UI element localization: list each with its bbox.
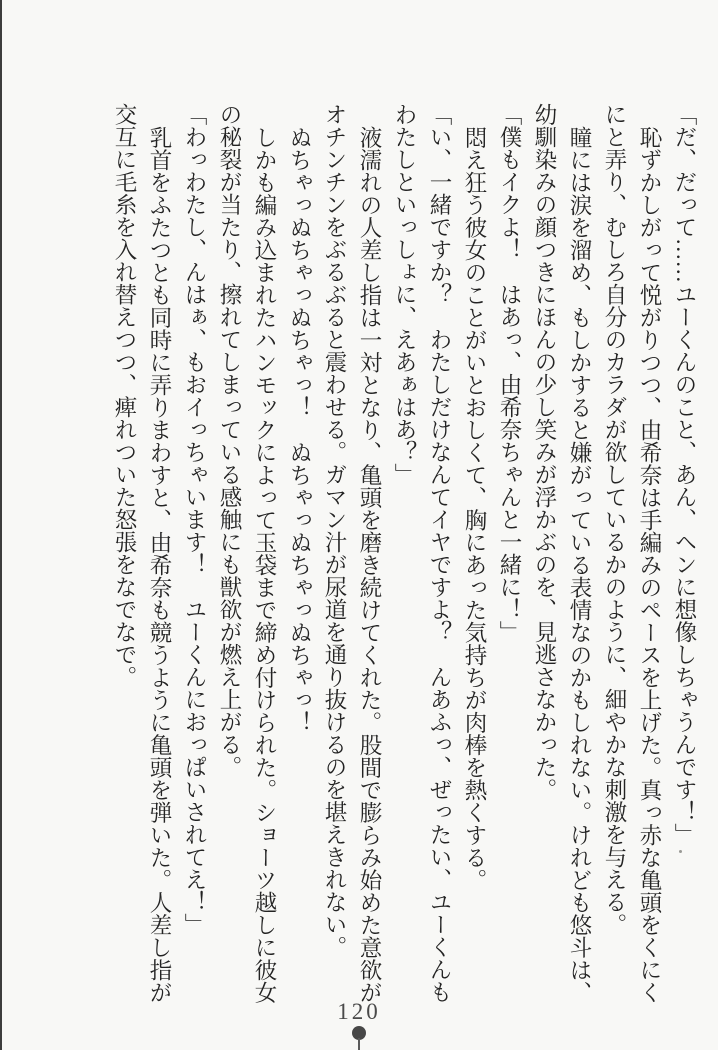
page-edge-line bbox=[0, 0, 2, 1050]
paragraph: 「だ、だって……ユーくんのこと、あん、ヘンに想像しちゃうんです！」 bbox=[672, 103, 697, 846]
paragraph: 「僕もイクよ！ はあっ、由希奈ちゃんと一緒に！」 bbox=[497, 103, 522, 643]
pin-marker-stem bbox=[358, 1038, 360, 1050]
paragraph: 液濡れの人差し指は一対となり、亀頭を磨き続けてくれた。股間で膨らみ始めた意欲がオチンチンをぶるぶると震わせる。ガマン汁が尿道を通り抜けるのを堪えきれない。 bbox=[322, 103, 382, 1003]
paragraph: しかも編み込まれたハンモックによって玉袋まで締め付けられた。ショーツ越しに彼女の秘裂が当たり、擦れてしまっている感触にも獣欲が燃え上がる。 bbox=[217, 103, 277, 1003]
vertical-text-block bbox=[107, 103, 702, 1003]
paragraph: 恥ずかしがって悦がりつつ、由希奈は手編みのペースを上げた。真っ赤な亀頭をくにくにと弄り、むしろ自分のカラダが欲しているかのように、細やかな刺激を与える。 bbox=[602, 103, 662, 1003]
paragraph: 悶え狂う彼女のことがいとおしくて、胸にあった気持ちが肉棒を熱くする。 bbox=[462, 125, 487, 891]
page-number: 120 bbox=[337, 999, 381, 1024]
paragraph: 「い、一緒ですか？ わたしだけなんてイヤですよ？ んあふっ、ぜったい、ユーくんもわたしといっしょに、えあぁはあ？」 bbox=[392, 103, 452, 1003]
scan-speck bbox=[679, 850, 682, 853]
paragraph: ぬちゃっぬちゃっぬちゃっ！ ぬちゃっぬちゃっぬちゃっ！ bbox=[287, 125, 312, 733]
paragraph: 瞳には涙を溜め、もしかすると嫌がっている表情なのかもしれない。けれども悠斗は、幼馴染みの顔つきにほんの少し笑みが浮かぶのを、見逃さなかった。 bbox=[532, 103, 592, 1003]
paragraph: 乳首をふたつとも同時に弄りまわすと、由希奈も競うように亀頭を弾いた。人差し指が交互に毛糸を入れ替えつつ、痺れついた怒張をなでなで。 bbox=[112, 103, 172, 1003]
paragraph: 「わっわたし、んはぁ、もおイっちゃいます！ ユーくんにおっぱいされてえ！」 bbox=[182, 103, 207, 936]
